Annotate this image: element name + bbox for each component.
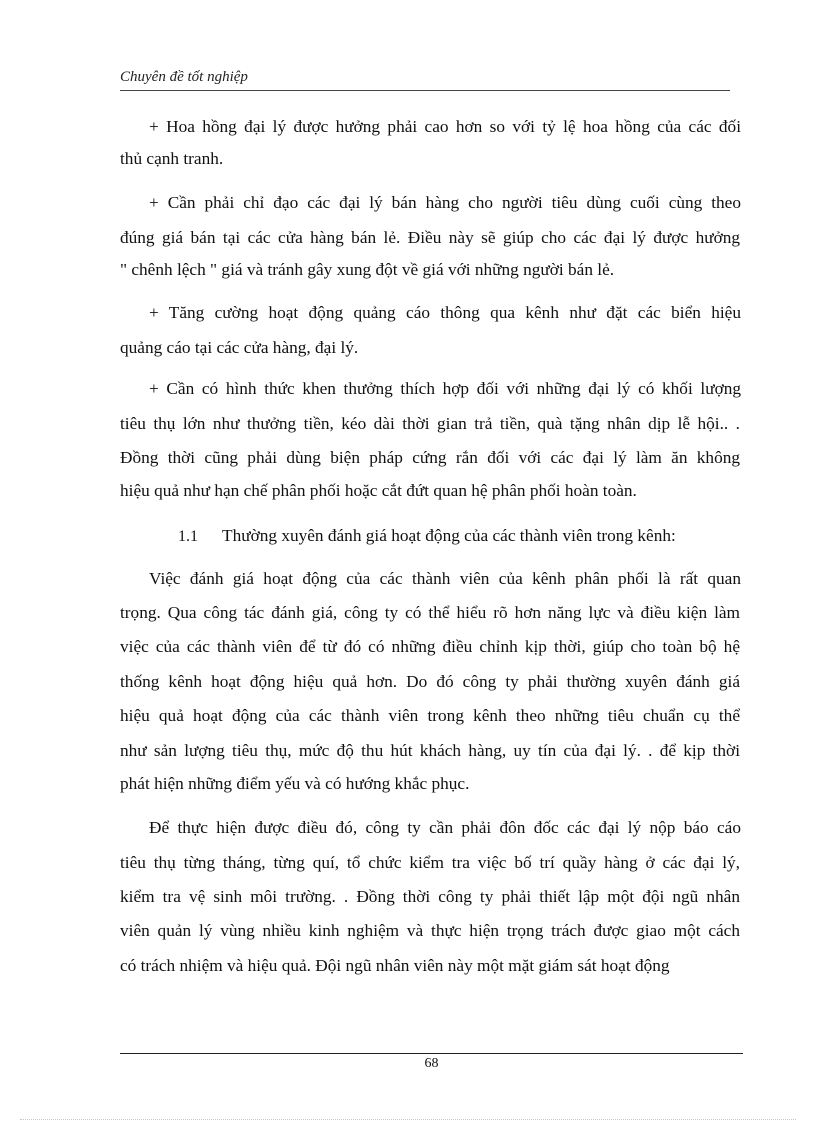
body-line: trọng. Qua công tác đánh giá, công ty có thể hiểu rõ hơn năng lực và điều kiện làm — [120, 603, 740, 622]
body-line: hiệu quả hoạt động của các thành viên trong kênh theo những tiêu chuẩn cụ thể — [120, 706, 740, 725]
body-line: + Cần phải chỉ đạo các đại lý bán hàng cho người tiêu dùng cuối cùng theo — [149, 193, 741, 212]
page-number: 68 — [424, 1056, 439, 1071]
body-line: thống kênh hoạt động hiệu quả hơn. Do đó công ty phải thường xuyên đánh giá — [120, 672, 740, 691]
body-line: + Tăng cường hoạt động quảng cáo thông qua kênh như đặt các biển hiệu — [149, 303, 741, 322]
body-line: đúng giá bán tại các cửa hàng bán lẻ. Điều này sẽ giúp cho các đại lý được hưởng — [120, 228, 740, 247]
header-divider — [120, 90, 730, 91]
body-line: như sản lượng tiêu thụ, mức độ thu hút khách hàng, uy tín của đại lý. . để kịp thời — [120, 741, 740, 760]
body-line: có trách nhiệm và hiệu quả. Đội ngũ nhân viên này một mặt giám sát hoạt động — [120, 956, 670, 975]
body-line: việc của các thành viên để từ đó có những điều chỉnh kịp thời, giúp cho toàn bộ hệ — [120, 637, 740, 656]
body-line: kiểm tra vệ sinh môi trường. . Đồng thời công ty phải thiết lập một đội ngũ nhân — [120, 887, 740, 906]
body-line: thủ cạnh tranh. — [120, 149, 224, 168]
body-line: Để thực hiện được điều đó, công ty cần phải đôn đốc các đại lý nộp báo cáo — [149, 818, 741, 837]
page-header-title: Chuyên đề tốt nghiệp — [120, 69, 248, 85]
body-line: Việc đánh giá hoạt động của các thành viên của kênh phân phối là rất quan — [149, 569, 741, 588]
body-line: tiêu thụ lớn như thưởng tiền, kéo dài thời gian trả tiền, quà tặng nhân dịp lễ hội.. . — [120, 414, 740, 433]
body-line: phát hiện những điểm yếu và có hướng khắc phục. — [120, 774, 470, 793]
section-title: Thường xuyên đánh giá hoạt động của các thành viên trong kênh: — [222, 526, 676, 545]
section-number: 1.1 — [178, 528, 198, 545]
footer-divider — [120, 1053, 743, 1054]
body-line: Đồng thời cũng phải dùng biện pháp cứng rắn đối với các đại lý làm ăn không — [120, 448, 740, 467]
body-line: quảng cáo tại các cửa hàng, đại lý. — [120, 338, 359, 357]
body-line: viên quản lý vùng nhiều kinh nghiệm và thực hiện trọng trách được giao một cách — [120, 921, 740, 940]
section-heading — [178, 525, 738, 548]
body-line: + Cần có hình thức khen thưởng thích hợp đối với những đại lý có khối lượng — [149, 379, 741, 398]
body-line: tiêu thụ từng tháng, từng quí, tổ chức kiểm tra việc bố trí quầy hàng ở các đại lý, — [120, 853, 740, 872]
body-line: + Hoa hồng đại lý được hưởng phải cao hơn so với tỷ lệ hoa hồng của các đối — [149, 117, 741, 136]
body-line: hiệu quả như hạn chế phân phối hoặc cắt đứt quan hệ phân phối hoàn toàn. — [120, 481, 637, 500]
body-line: " chênh lệch " giá và tránh gây xung đột về giá với những người bán lẻ. — [120, 260, 615, 279]
page-bottom-dotted-border — [20, 1119, 796, 1120]
